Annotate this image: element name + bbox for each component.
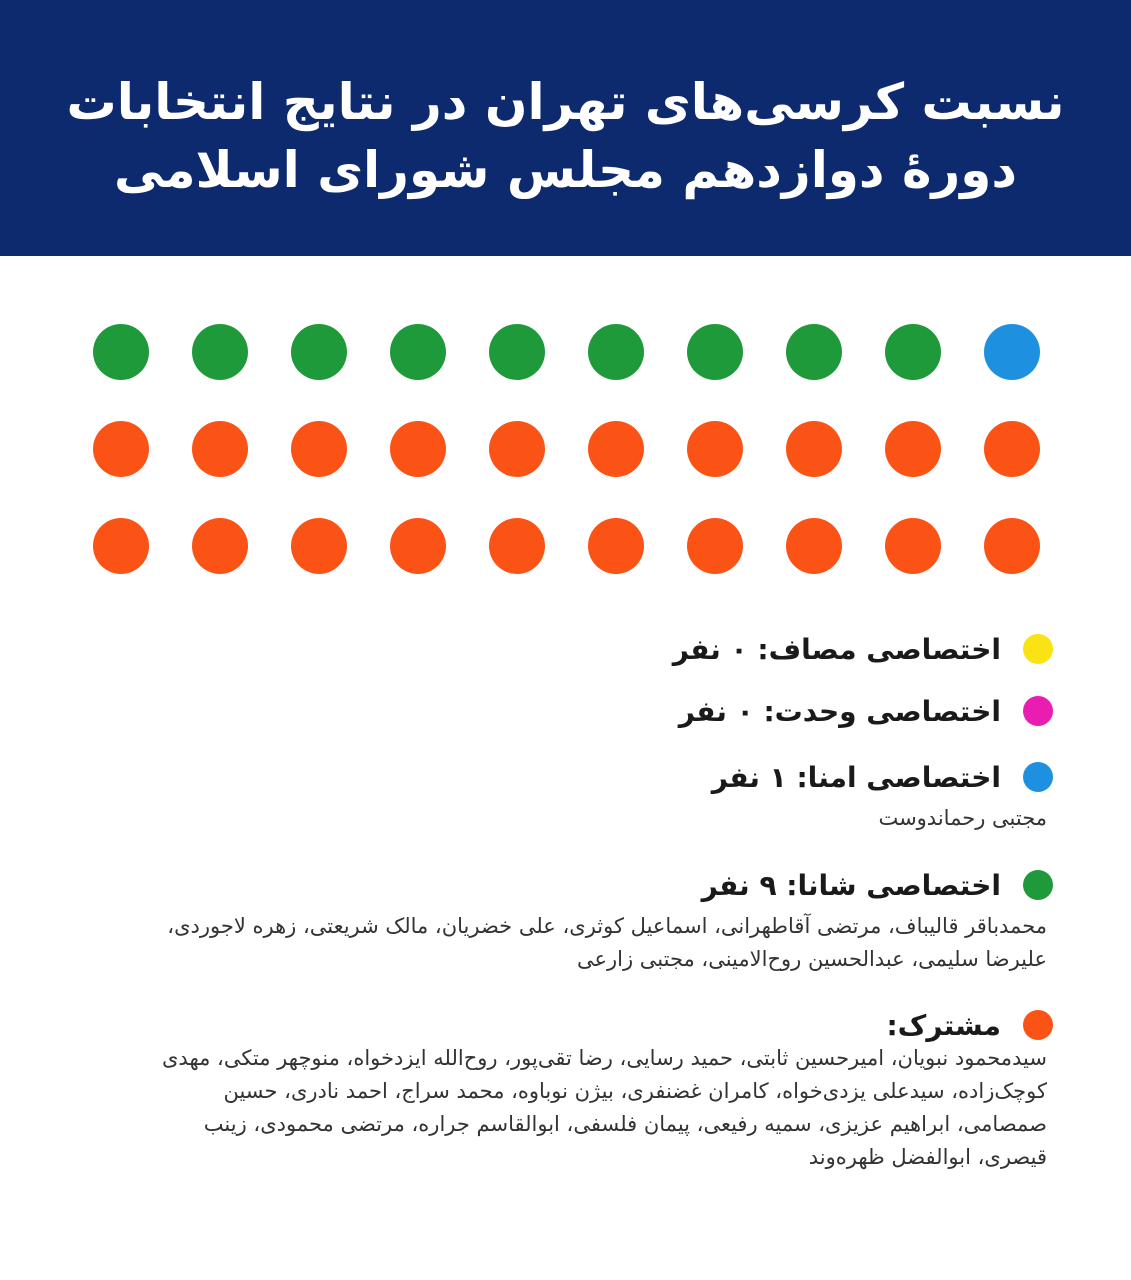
seat-dot-shana bbox=[192, 324, 248, 380]
seat-dot-omana bbox=[984, 324, 1040, 380]
seat-dot-moshtarak bbox=[192, 518, 248, 574]
seat-dot-moshtarak bbox=[588, 421, 644, 477]
header-banner bbox=[0, 0, 1131, 256]
seat-dot-moshtarak bbox=[93, 421, 149, 477]
seat-dot-shana bbox=[93, 324, 149, 380]
page-title-line-1: نسبت کرسی‌های تهران در نتایج انتخابات bbox=[66, 73, 1065, 131]
legend-label-omana: اختصاصی امنا: ۱ نفر bbox=[711, 761, 1001, 794]
legend-names-moshtarak: سیدمحمود نبویان، امیرحسین ثابتی، حمید رسایی، رضا تقی‌پور، روح‌الله ایزدخواه، منوچهر متکی، مهدی کوچک‌زاده، سیدعلی یزدی‌خواه، کامران غضنفری، بیژن نوباوه، محمد سراج، احمد نادری، حسین صمصامی، ابراهیم عزیزی، سمیه رفیعی، پیمان فلسفی، ابوالقاسم جراره، مرتضی محمودی، زینب قیصری، ابوالفضل ظهره‌وند bbox=[161, 1046, 1047, 1169]
seat-dot-moshtarak bbox=[489, 421, 545, 477]
seat-dot-shana bbox=[291, 324, 347, 380]
seat-dot-moshtarak bbox=[390, 421, 446, 477]
seat-dot-moshtarak bbox=[291, 421, 347, 477]
seat-dot-moshtarak bbox=[885, 518, 941, 574]
legend-label-vahdat: اختصاصی وحدت: ۰ نفر bbox=[678, 695, 1001, 728]
seat-dot-shana bbox=[786, 324, 842, 380]
seat-dot-moshtarak bbox=[390, 518, 446, 574]
legend-dot-masaf bbox=[1023, 634, 1053, 664]
seat-dot-moshtarak bbox=[192, 421, 248, 477]
seat-dot-moshtarak bbox=[984, 518, 1040, 574]
page-title-line-2: دورهٔ دوازدهم مجلس شورای اسلامی bbox=[113, 141, 1018, 199]
seat-dot-moshtarak bbox=[786, 518, 842, 574]
seat-dot-shana bbox=[390, 324, 446, 380]
seat-dot-shana bbox=[885, 324, 941, 380]
seat-dot-moshtarak bbox=[687, 421, 743, 477]
legend-label-masaf: اختصاصی مصاف: ۰ نفر bbox=[672, 633, 1001, 666]
seat-dot-moshtarak bbox=[885, 421, 941, 477]
seat-dot-moshtarak bbox=[786, 421, 842, 477]
seat-dot-moshtarak bbox=[489, 518, 545, 574]
legend-dot-shana bbox=[1023, 870, 1053, 900]
seat-dot-shana bbox=[489, 324, 545, 380]
legend-label-moshtarak: مشترک: bbox=[886, 1009, 1001, 1042]
legend-dot-omana bbox=[1023, 762, 1053, 792]
seat-dot-moshtarak bbox=[984, 421, 1040, 477]
legend-names-omana: مجتبی رحماندوست bbox=[878, 806, 1047, 830]
seat-dot-shana bbox=[687, 324, 743, 380]
legend-dot-vahdat bbox=[1023, 696, 1053, 726]
legend-names-shana: محمدباقر قالیباف، مرتضی آقاطهرانی، اسماعیل کوثری، علی خضریان، مالک شریعتی، زهره لاجوردی، علیرضا سلیمی، عبدالحسین روح‌الامینی، مجتبی زارعی bbox=[167, 914, 1047, 971]
seat-dot-moshtarak bbox=[687, 518, 743, 574]
seat-dot-moshtarak bbox=[588, 518, 644, 574]
legend-label-shana: اختصاصی شانا: ۹ نفر bbox=[701, 869, 1001, 902]
seat-dot-moshtarak bbox=[93, 518, 149, 574]
seat-dot-grid bbox=[0, 300, 1131, 600]
legend-dot-moshtarak bbox=[1023, 1010, 1053, 1040]
seat-dot-shana bbox=[588, 324, 644, 380]
seat-dot-moshtarak bbox=[291, 518, 347, 574]
